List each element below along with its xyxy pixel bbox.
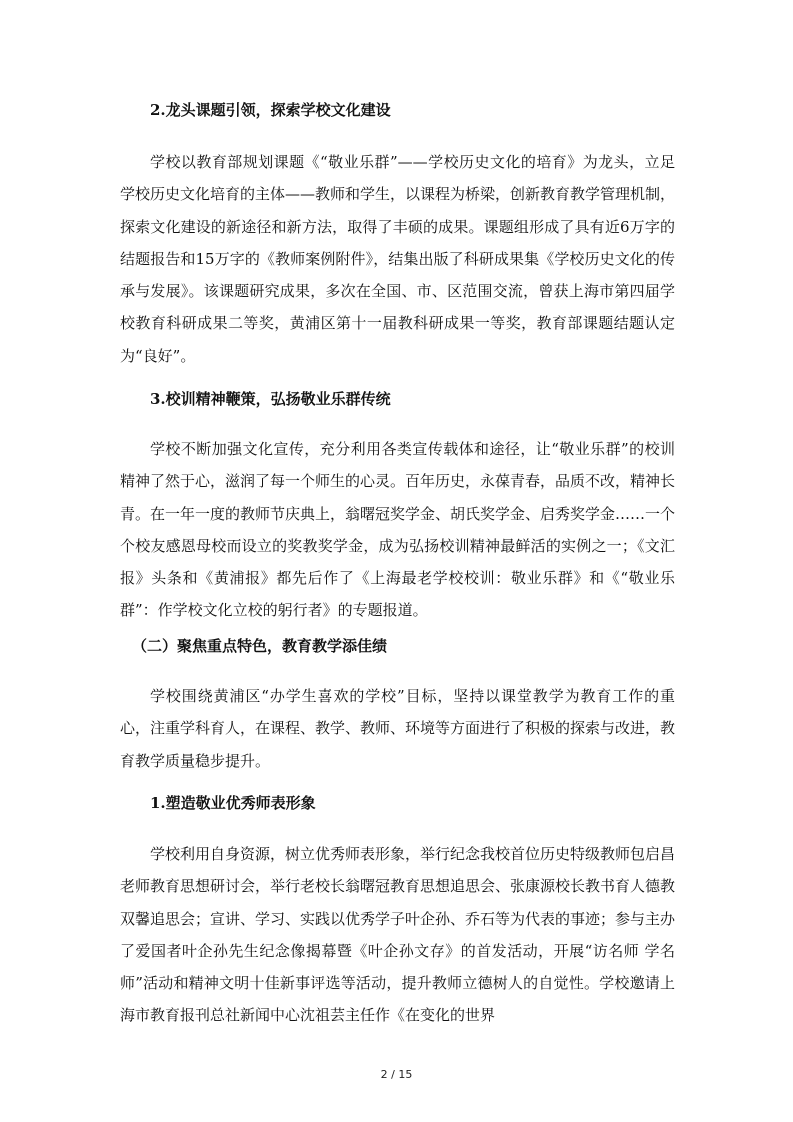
section-heading-2: （二）聚焦重点特色，教育教学添佳绩 <box>132 637 388 655</box>
subsection-heading-3: 3.校训精神鞭策，弘扬敬业乐群传统 <box>150 390 391 408</box>
paragraph-school-motto: 学校不断加强文化宣传，充分利用各类宣传载体和途径，让“敬业乐群”的校训精神了然于心，滋润了每一个师生的心灵。百年历史，永葆青春，品质不改，精神长青。在一年一度的教师节庆典上，翁曙冠奖学金、胡氏奖学金、启秀奖学金……一个个校友感恩母校而设立的奖教奖学金，成为弘扬校训精神最鲜活的实例之一；《文汇报》头条和《黄浦报》都先后作了《上海最老学校校训：敬业乐群》和《“敬业乐群”：作学校文化立校的躬行者》的专题报道。 <box>120 440 676 620</box>
subsection-heading-1: 1.塑造敬业优秀师表形象 <box>150 794 316 812</box>
paragraph-research-project: 学校以教育部规划课题《“敬业乐群”——学校历史文化的培育》为龙头，立足学校历史文化培育的主体——教师和学生，以课程为桥梁，创新教育教学管理机制，探索文化建设的新途径和新方法，取得了丰硕的成果。课题组形成了具有近6万字的结题报告和15万字的《教师案例附件》，结集出版了科研成果集《学校历史文化的传承与发展》。该课题研究成果，多次在全国、市、区范围交流，曾获上海市第四届学校教育科研成果二等奖，黄浦区第十一届教科研成果一等奖，教育部课题结题认定为“良好”。 <box>120 153 676 365</box>
paragraph-teacher-image: 学校利用自身资源，树立优秀师表形象，举行纪念我校首位历史特级教师包启昌老师教育思想研讨会，举行老校长翁曙冠教育思想追思会、张康源校长教书育人德教双馨追思会；宣讲、学习、实践以优秀学子叶企孙、乔石等为代表的事迹；参与主办了爱国者叶企孙先生纪念像揭幕暨《叶企孙文存》的首发活动，开展“访名师 学名师”活动和精神文明十佳新事评选等活动，提升教师立德树人的自觉性。学校邀请上海市教育报刊总社新闻中心沈祖芸主任作《在变化的世界 <box>120 845 676 1025</box>
subsection-heading-2: 2.龙头课题引领，探索学校文化建设 <box>150 101 391 119</box>
paragraph-teaching-focus: 学校围绕黄浦区“办学生喜欢的学校”目标，坚持以课堂教学为教育工作的重心，注重学科育人，在课程、教学、教师、环境等方面进行了积极的探索与改进，教育教学质量稳步提升。 <box>120 687 676 770</box>
page-number: 2 / 15 <box>380 1068 413 1081</box>
